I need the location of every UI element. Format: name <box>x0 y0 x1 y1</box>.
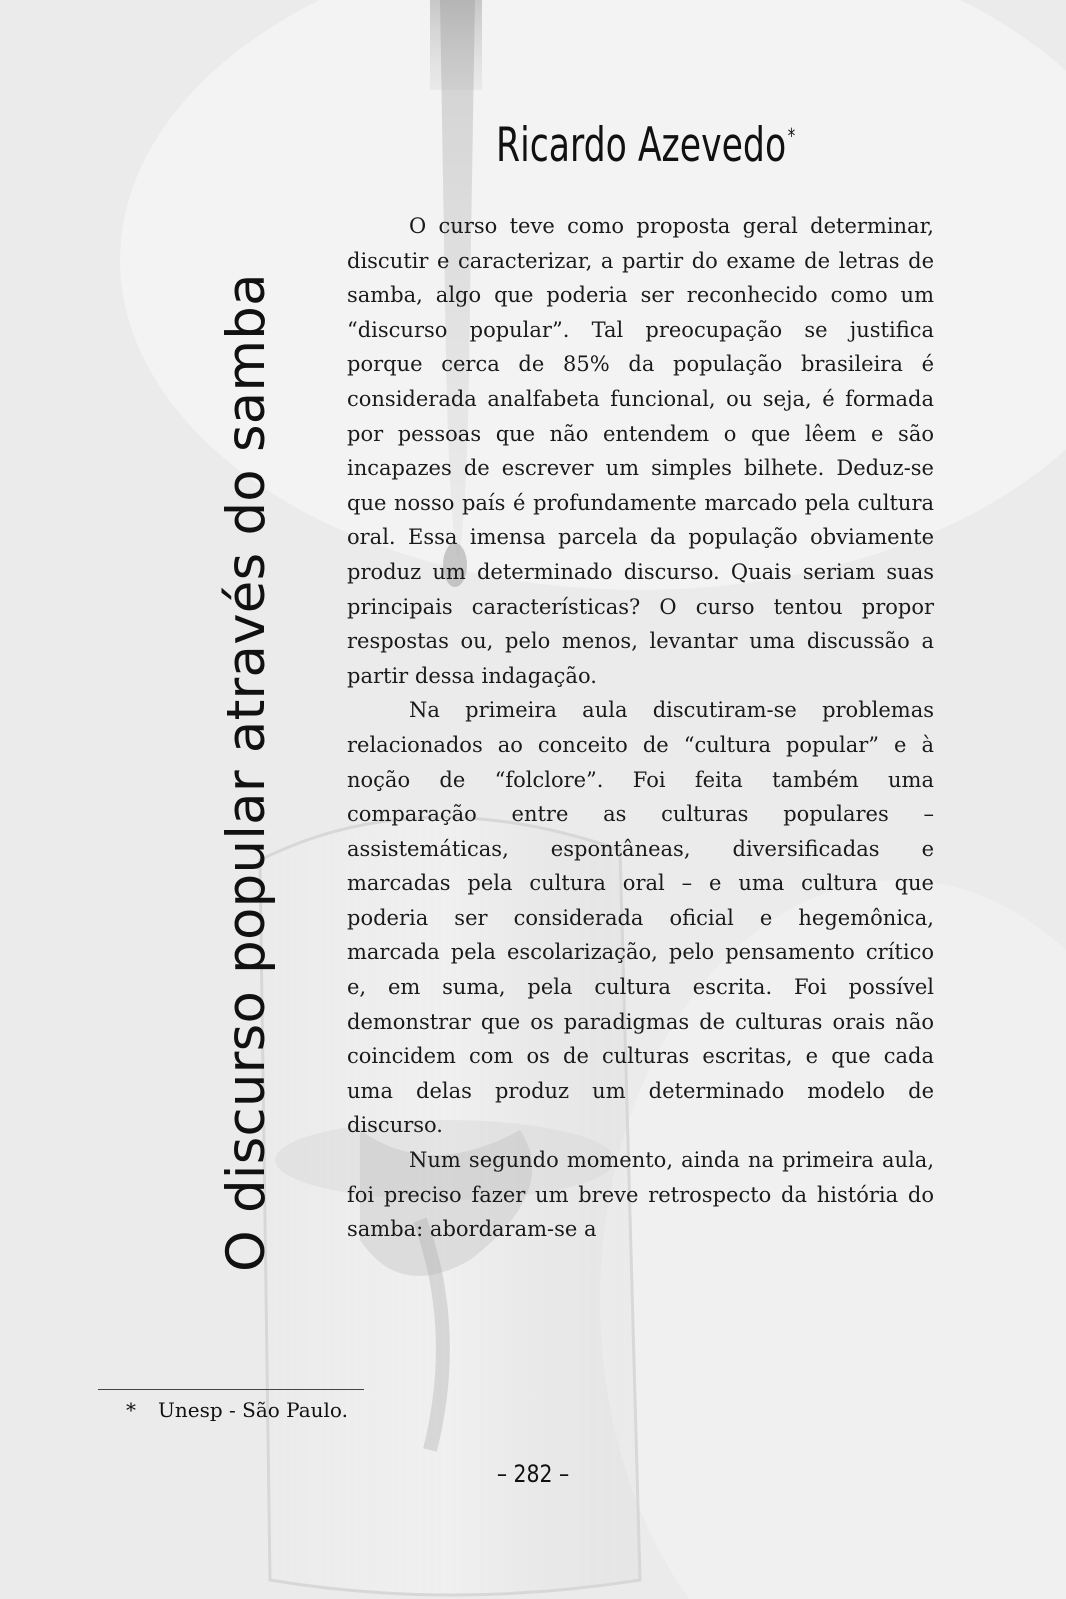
paragraph-2: Na primeira aula discutiram-se problemas relacionados ao conceito de “cultura popular” e à noção de “folclore”. Foi feita também uma comparação entre as culturas populares – assistemáticas, espontâneas, diversificadas e marcadas pela cultura oral – e uma cultura que poderia ser considerada oficial e hegemônica, marcada pela escolarização, pelo pensamento crítico e, em suma, pela cultura escrita. Foi possível demonstrar que os paradigmas de culturas orais não coincidem com os de culturas escritas, e que cada uma delas produz um determinado modelo de discurso. <box>347 698 934 1138</box>
author-footnote-mark: * <box>787 124 796 148</box>
author-name-text: Ricardo Azevedo <box>496 118 787 173</box>
author-name <box>496 118 795 173</box>
paragraph-3: Num segundo momento, ainda na primeira aula, foi preciso fazer um breve retrospecto da história do samba: abordaram-se a <box>347 1148 934 1242</box>
footnote-divider <box>98 1389 364 1390</box>
page-number: – 282 – <box>496 1460 570 1488</box>
footnote <box>126 1398 348 1422</box>
paragraph-1: O curso teve como proposta geral determinar, discutir e caracterizar, a partir do exame de letras de samba, algo que poderia ser reconhecido como um “discurso popular”. Tal preocupação se justifica porque cerca de 85% da população brasileira é considerada analfabeta funcional, ou seja, é formada por pessoas que não entendem o que lêem e são incapazes de escrever um simples bilhete. Deduz-se que nosso país é profundamente marcado pela cultura oral. Essa imensa parcela da população obviamente produz um determinado discurso. Quais seriam suas principais características? O curso tentou propor respostas ou, pelo menos, levantar uma discussão a partir dessa indagação. <box>347 214 934 688</box>
footnote-mark: * <box>126 1398 136 1422</box>
article-title: O discurso popular através do samba <box>216 273 277 1272</box>
footnote-text: Unesp - São Paulo. <box>158 1398 348 1422</box>
article-body <box>347 209 934 1247</box>
